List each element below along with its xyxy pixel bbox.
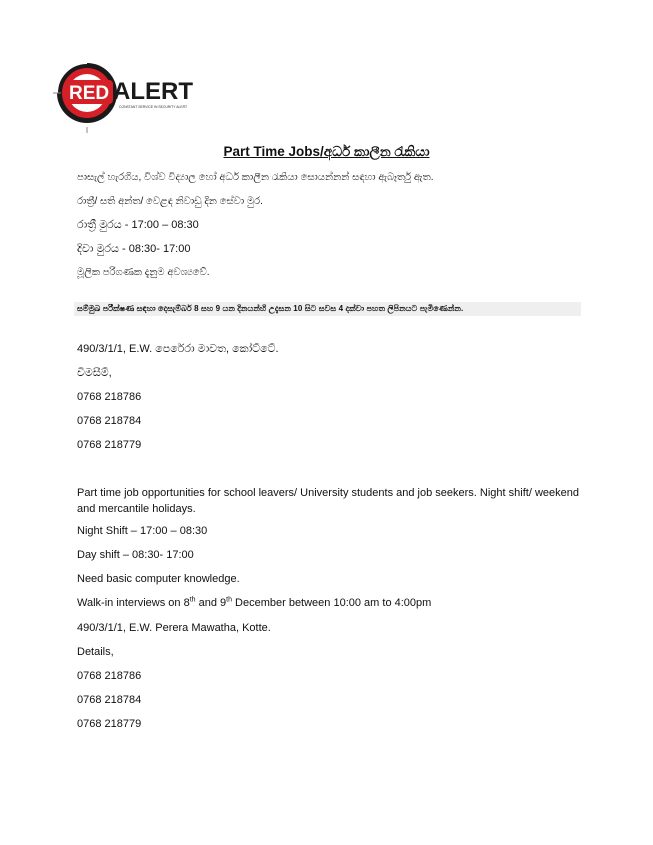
english-phone: 0768 218779 xyxy=(77,718,142,730)
interview-notice: සම්මුඛ පරීක්ෂණ සඳහා දෙසැම්බර් 8 සහ 9 යන දිනයන්හි උදැසන 10 සිට සවස 4 දක්වා පහත ලිපිනයට පැමිණෙන්න. xyxy=(74,302,581,316)
sinhala-line-1: පාසැල් හැරගිය, විශ්ව විද්‍යාල හෝ අර්ධ කාලීන රැකියා සොයන්නන් සඳහා ඇබෑර්තු ඇත. xyxy=(77,172,434,183)
sinhala-details-label: විමසීම්, xyxy=(77,367,112,379)
red-alert-logo xyxy=(53,55,203,135)
sinhala-phone: 0768 218784 xyxy=(77,415,142,427)
logo-tagline: CONSTANT SERVICE IN SECURITY ALERT xyxy=(119,105,188,109)
sinhala-day-shift: දිවා මුරය - 08:30- 17:00 xyxy=(77,243,191,255)
page-title: Part Time Jobs/අර්ධ කාලීන රැකියා xyxy=(223,144,430,159)
logo-red-text: RED xyxy=(69,83,110,104)
english-address: 490/3/1/1, E.W. Perera Mawatha, Kotte. xyxy=(77,622,271,634)
english-intro: Part time job opportunities for school leavers/ University students and job seekers. Night shift/ weekend and mercantile holidays. xyxy=(77,487,579,515)
english-walkin: Walk-in interviews on 8th and 9th December between 10:00 am to 4:00pm xyxy=(77,596,432,609)
english-night-shift: Night Shift – 17:00 – 08:30 xyxy=(77,525,208,537)
english-day-shift: Day shift – 08:30- 17:00 xyxy=(77,549,194,561)
logo-alert-text: ALERT xyxy=(113,78,193,105)
english-details-label: Details, xyxy=(77,646,114,658)
english-phone: 0768 218784 xyxy=(77,694,142,706)
sinhala-address: 490/3/1/1, E.W. පෙරේරා මාවත, කෝට්ටේ. xyxy=(77,343,279,355)
sinhala-phone: 0768 218779 xyxy=(77,439,142,451)
english-knowledge: Need basic computer knowledge. xyxy=(77,573,240,585)
sinhala-phone: 0768 218786 xyxy=(77,391,142,403)
sinhala-line-5: මූලික පරිගණක දැනුම අවශ්‍යවේ. xyxy=(77,267,210,278)
sinhala-night-shift: රාත්‍රී මුරය - 17:00 – 08:30 xyxy=(77,219,199,231)
sinhala-line-2: රාත්‍රී/ සති අන්ත/ වෙළඳ නිවාඩු දින සේවා මුර. xyxy=(77,196,263,207)
english-phone: 0768 218786 xyxy=(77,670,142,682)
